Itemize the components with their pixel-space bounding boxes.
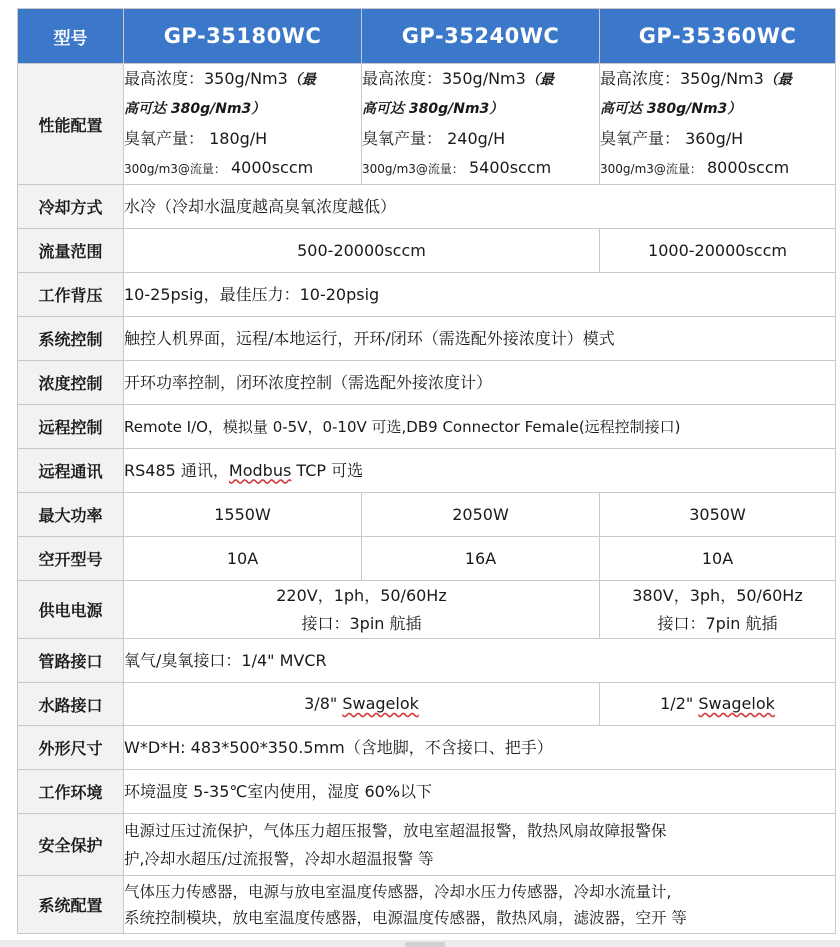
perf-output: 臭氧产量： 240g/H bbox=[362, 129, 506, 148]
header-label: 型号 bbox=[18, 9, 124, 64]
power-supply-b-line1: 380V，3ph，50/60Hz bbox=[632, 585, 803, 605]
back-pressure-value: 10-25psig，最佳压力：10-20psig bbox=[124, 273, 836, 317]
model-header-2: GP-35240WC bbox=[362, 9, 600, 64]
power-supply-a-line2: 接口：3pin 航插 bbox=[301, 613, 422, 633]
sys-config-label: 系统配置 bbox=[18, 876, 124, 934]
safety-row bbox=[18, 814, 836, 876]
safety-line-1: 电源过压过流保护，气体压力超压报警，放电室超温报警，散热风扇故障报警保 bbox=[124, 821, 667, 840]
perf-conc-note-2: 高可达 380g/Nm3） bbox=[124, 101, 266, 117]
performance-cell-3 bbox=[600, 64, 836, 185]
perf-conc: 最高浓度：350g/Nm3 bbox=[362, 69, 526, 88]
cooling-row bbox=[18, 185, 836, 229]
water-port-a-size: 3/8" bbox=[304, 694, 343, 713]
bottom-scroll-handle[interactable] bbox=[405, 942, 445, 947]
safety-value bbox=[124, 814, 836, 876]
system-control-row bbox=[18, 317, 836, 361]
sys-config-value bbox=[124, 876, 836, 934]
perf-flow-prefix: 300g/m3@流量： bbox=[124, 162, 226, 176]
perf-flow-value: 5400sccm bbox=[463, 158, 552, 177]
perf-conc: 最高浓度：350g/Nm3 bbox=[600, 69, 764, 88]
model-header-1: GP-35180WC bbox=[124, 9, 362, 64]
water-port-b-size: 1/2" bbox=[660, 694, 699, 713]
perf-flow-value: 4000sccm bbox=[225, 158, 314, 177]
power-supply-a-line1: 220V，1ph，50/60Hz bbox=[276, 585, 447, 605]
pipe-port-value: 氧气/臭氧接口：1/4" MVCR bbox=[124, 639, 836, 683]
water-port-row bbox=[18, 683, 836, 726]
remote-comm-value bbox=[124, 449, 836, 493]
flow-range-value-b: 1000-20000sccm bbox=[600, 229, 836, 273]
breaker-row bbox=[18, 537, 836, 581]
flow-range-label: 流量范围 bbox=[18, 229, 124, 273]
conc-control-row bbox=[18, 361, 836, 405]
model-header-3: GP-35360WC bbox=[600, 9, 836, 64]
safety-label: 安全保护 bbox=[18, 814, 124, 876]
max-power-row bbox=[18, 493, 836, 537]
conc-control-value: 开环功率控制，闭环浓度控制（需选配外接浓度计） bbox=[124, 361, 836, 405]
dimensions-label: 外形尺寸 bbox=[18, 726, 124, 770]
water-port-b-brand: Swagelok bbox=[698, 694, 775, 713]
remote-comm-label: 远程通讯 bbox=[18, 449, 124, 493]
breaker-value-1: 10A bbox=[124, 537, 362, 581]
power-supply-row bbox=[18, 581, 836, 639]
system-control-value: 触控人机界面，远程/本地运行，开环/闭环（需选配外接浓度计）模式 bbox=[124, 317, 836, 361]
header-row bbox=[18, 9, 836, 64]
performance-row bbox=[18, 64, 836, 185]
breaker-label: 空开型号 bbox=[18, 537, 124, 581]
remote-comm-text-a: RS485 通讯， bbox=[124, 460, 229, 480]
remote-control-label: 远程控制 bbox=[18, 405, 124, 449]
power-supply-value-b bbox=[600, 581, 836, 639]
water-port-value-b bbox=[600, 683, 836, 726]
water-port-value-a bbox=[124, 683, 600, 726]
perf-conc-note-2: 高可达 380g/Nm3） bbox=[600, 101, 742, 117]
breaker-value-3: 10A bbox=[600, 537, 836, 581]
breaker-value-2: 16A bbox=[362, 537, 600, 581]
dimensions-value: W*D*H: 483*500*350.5mm（含地脚，不含接口、把手） bbox=[124, 726, 836, 770]
perf-conc: 最高浓度：350g/Nm3 bbox=[124, 69, 288, 88]
power-supply-value-a bbox=[124, 581, 600, 639]
back-pressure-row bbox=[18, 273, 836, 317]
remote-comm-row bbox=[18, 449, 836, 493]
perf-conc-note: （最 bbox=[763, 72, 792, 88]
flow-range-row bbox=[18, 229, 836, 273]
remote-control-value: Remote I/O，模拟量 0-5V，0-10V 可选,DB9 Connector Female(远程控制接口) bbox=[124, 405, 836, 449]
system-control-label: 系统控制 bbox=[18, 317, 124, 361]
performance-cell-1 bbox=[124, 64, 362, 185]
pipe-port-label: 管路接口 bbox=[18, 639, 124, 683]
safety-line-2: 护,冷却水超压/过流报警，冷却水超温报警 等 bbox=[124, 849, 434, 868]
water-port-label: 水路接口 bbox=[18, 683, 124, 726]
sys-config-line-1: 气体压力传感器，电源与放电室温度传感器，冷却水压力传感器，冷却水流量计, bbox=[124, 882, 672, 901]
water-port-a-brand: Swagelok bbox=[342, 694, 419, 713]
environment-row bbox=[18, 770, 836, 814]
max-power-value-1: 1550W bbox=[124, 493, 362, 537]
pipe-port-row bbox=[18, 639, 836, 683]
max-power-label: 最大功率 bbox=[18, 493, 124, 537]
power-supply-label: 供电电源 bbox=[18, 581, 124, 639]
remote-comm-text-c: TCP 可选 bbox=[291, 460, 364, 480]
perf-conc-note-2: 高可达 380g/Nm3） bbox=[362, 101, 504, 117]
perf-conc-note: （最 bbox=[287, 72, 316, 88]
perf-output: 臭氧产量： 360g/H bbox=[600, 129, 744, 148]
perf-flow-prefix: 300g/m3@流量： bbox=[600, 162, 702, 176]
performance-cell-2 bbox=[362, 64, 600, 185]
flow-range-value-a: 500-20000sccm bbox=[124, 229, 600, 273]
conc-control-label: 浓度控制 bbox=[18, 361, 124, 405]
back-pressure-label: 工作背压 bbox=[18, 273, 124, 317]
max-power-value-2: 2050W bbox=[362, 493, 600, 537]
environment-label: 工作环境 bbox=[18, 770, 124, 814]
sys-config-line-2: 系统控制模块，放电室温度传感器，电源温度传感器，散热风扇，滤波器，空开 等 bbox=[124, 908, 687, 927]
dimensions-row bbox=[18, 726, 836, 770]
environment-value: 环境温度 5-35℃室内使用，湿度 60%以下 bbox=[124, 770, 836, 814]
performance-label: 性能配置 bbox=[18, 64, 124, 185]
remote-comm-modbus: Modbus bbox=[228, 460, 292, 480]
perf-conc-note: （最 bbox=[525, 72, 554, 88]
remote-control-row bbox=[18, 405, 836, 449]
spec-table bbox=[17, 8, 836, 934]
sys-config-row bbox=[18, 876, 836, 934]
cooling-label: 冷却方式 bbox=[18, 185, 124, 229]
perf-flow-value: 8000sccm bbox=[701, 158, 790, 177]
perf-flow-prefix: 300g/m3@流量： bbox=[362, 162, 464, 176]
power-supply-b-line2: 接口：7pin 航插 bbox=[657, 613, 778, 633]
cooling-value: 水冷（冷却水温度越高臭氧浓度越低） bbox=[124, 185, 836, 229]
perf-output: 臭氧产量： 180g/H bbox=[124, 129, 268, 148]
max-power-value-3: 3050W bbox=[600, 493, 836, 537]
